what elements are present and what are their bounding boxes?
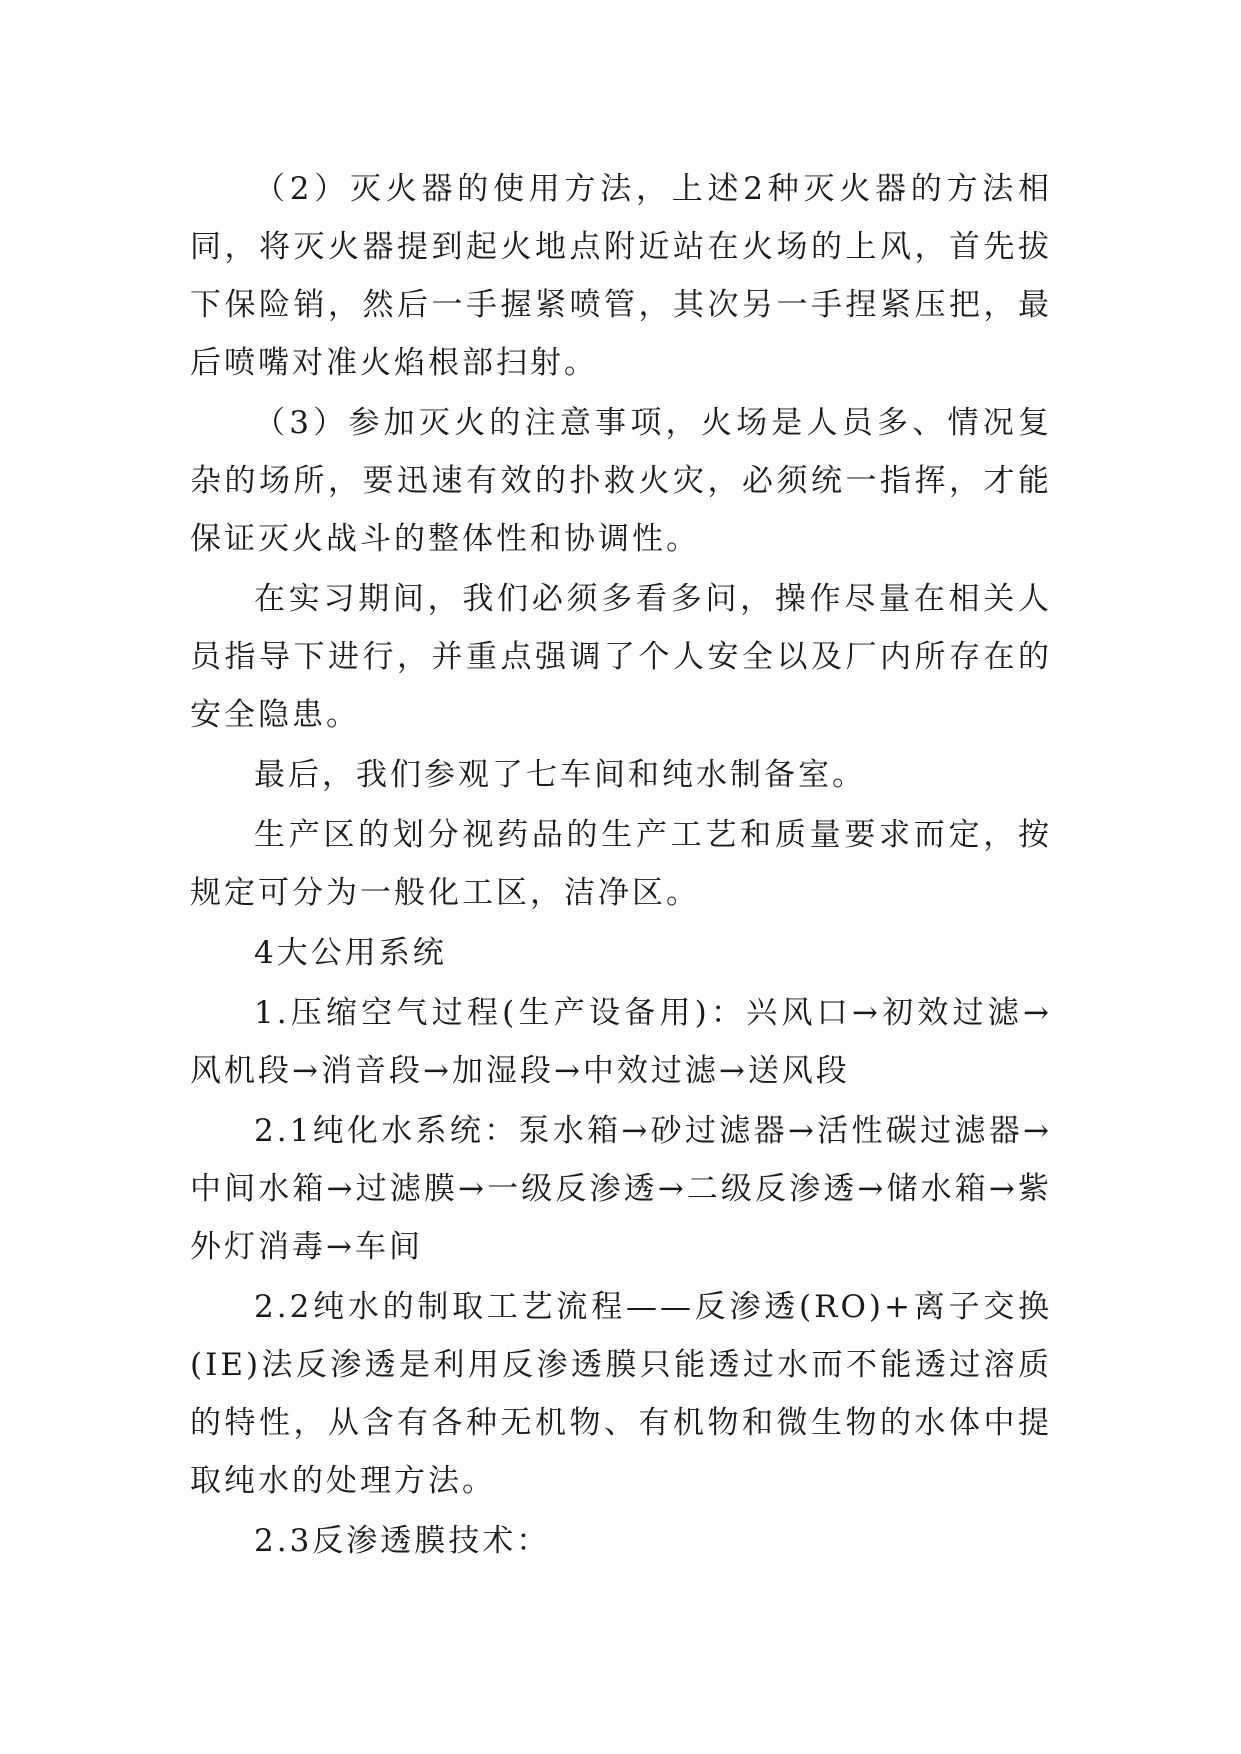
- paragraph-pure-water-process: 2.2纯水的制取工艺流程——反渗透(RO)+离子交换(IE)法反渗透是利用反渗透膜只能透过水而不能透过溶质的特性，从含有各种无机物、有机物和微生物的水体中提取纯水的处理方法。: [190, 1289, 1052, 1499]
- paragraph-public-systems-heading: 4大公用系统: [254, 935, 447, 971]
- paragraph-workshop-visit: 最后，我们参观了七车间和纯水制备室。: [254, 757, 866, 793]
- paragraph-fire-extinguisher-usage: （2）灭火器的使用方法，上述2种灭火器的方法相同，将灭火器提到起火地点附近站在火场的上风，首先拔下保险销，然后一手握紧喷管，其次另一手捏紧压把，最后喷嘴对准火焰根部扫射。: [190, 171, 1052, 381]
- document-body: [190, 160, 1052, 1570]
- paragraph-internship-safety: 在实习期间，我们必须多看多问，操作尽量在相关人员指导下进行，并重点强调了个人安全以及厂内所存在的安全隐患。: [190, 581, 1052, 733]
- paragraph-production-zones: 生产区的划分视药品的生产工艺和质量要求而定，按规定可分为一般化工区，洁净区。: [190, 817, 1052, 911]
- paragraph-reverse-osmosis-heading: 2.3反渗透膜技术：: [254, 1523, 551, 1559]
- paragraph-compressed-air: 1.压缩空气过程(生产设备用)：兴风口→初效过滤→风机段→消音段→加湿段→中效过滤→送风段: [190, 995, 1052, 1089]
- paragraph-purified-water-system: 2.1纯化水系统：泵水箱→砂过滤器→活性碳过滤器→中间水箱→过滤膜→一级反渗透→二级反渗透→储水箱→紫外灯消毒→车间: [190, 1113, 1052, 1265]
- paragraph-firefighting-precautions: （3）参加灭火的注意事项，火场是人员多、情况复杂的场所，要迅速有效的扑救火灾，必须统一指挥，才能保证灭火战斗的整体性和协调性。: [190, 405, 1052, 557]
